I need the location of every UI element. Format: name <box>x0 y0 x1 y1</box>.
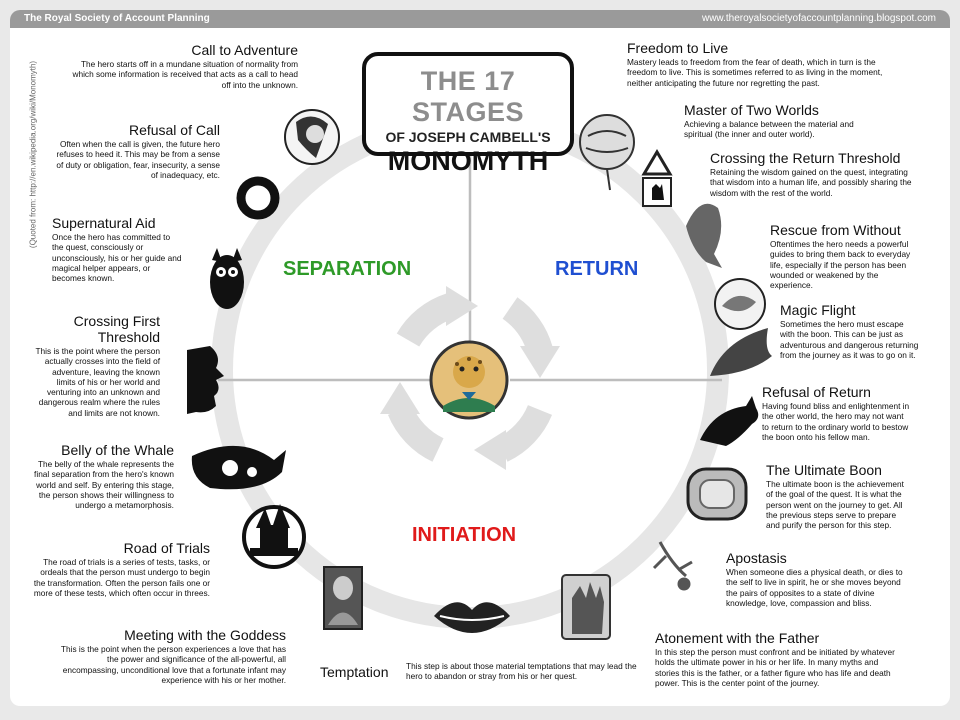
stage-title: Supernatural Aid <box>52 215 156 231</box>
infographic-frame <box>10 10 950 706</box>
stage-supernatural-aid <box>52 215 182 283</box>
stage-temptation-title-wrap <box>320 664 406 681</box>
stage-title: Magic Flight <box>780 302 856 318</box>
header-left: The Royal Society of Account Planning <box>24 13 210 24</box>
stage-title: Crossing First Threshold <box>73 313 160 345</box>
stage-text: The belly of the whale represents the final separation from the hero's known world and self. By entering this stage, the person shows their willingness to undergo a metamorphosis. <box>34 459 174 511</box>
stage-text: Oftentimes the hero needs a powerful guides to bring them back to everyday life, especially if the person has been wounded or weakened by the experience. <box>770 239 911 291</box>
stage-text: Sometimes the hero must escape with the boon. This can be just as adventurous and dangerous returning from the journey as it was to go on it. <box>780 319 919 360</box>
phase-separation: SEPARATION <box>283 258 412 280</box>
stage-refusal-of-return <box>762 384 912 442</box>
stage-crossing-the-return-threshold <box>710 150 922 198</box>
hand-icon <box>562 575 610 639</box>
stage-the-ultimate-boon <box>766 462 912 530</box>
stage-text: The ultimate boon is the achievement of the goal of the quest. It is what the person went on the journey to get. All the previous steps serve to prepare and purify the person for this step. <box>766 479 904 531</box>
stage-freedom-to-live <box>627 40 895 88</box>
stage-call-to-adventure <box>72 42 298 90</box>
stage-title: Apostasis <box>726 550 787 566</box>
stage-text: Having found bliss and enlightenment in the other world, the hero may not want to return to the ordinary world to bestow the boon onto his fellow man. <box>762 401 910 442</box>
phase-return: RETURN <box>555 258 639 280</box>
stage-text: In this step the person must confront and be initiated by whatever holds the ultimate power in his or her life. In many myths and stories this is the father, or a father figure who has life and death power. This is the center point of the journey. <box>655 647 895 688</box>
stage-temptation <box>406 661 642 682</box>
stage-title: Call to Adventure <box>191 42 298 58</box>
triangle-sign-icon <box>643 152 671 206</box>
stage-title: Freedom to Live <box>627 40 729 56</box>
stage-title: Refusal of Call <box>128 122 220 138</box>
stage-title: Crossing the Return Threshold <box>710 150 901 166</box>
stage-title: Road of Trials <box>123 540 210 556</box>
stage-text: Once the hero has committed to the quest, consciously or unconsciously, his or her guide and magical helper appears, or becomes known. <box>52 232 182 284</box>
stage-title: Belly of the Whale <box>61 442 174 458</box>
goddess-card-icon <box>324 567 362 629</box>
stage-title: Meeting with the Goddess <box>124 627 286 643</box>
falling-figure-icon <box>654 542 692 589</box>
stage-title: The Ultimate Boon <box>766 462 882 478</box>
stage-text: When someone dies a physical death, or dies to the self to live in spirit, he or she moves beyond the pairs of opposites to a state of divine knowledge, love, compassion and bliss. <box>726 567 903 608</box>
stage-text: The hero starts off in a mundane situation of normality from which some information is received that acts as a call to head off into the unknown. <box>72 59 298 90</box>
lips-icon <box>434 602 510 633</box>
stage-title: Rescue from Without <box>770 222 901 238</box>
fish-dragon-icon <box>715 279 765 329</box>
stage-master-of-two-worlds <box>684 102 874 140</box>
stage-refusal-of-call <box>50 122 220 180</box>
stage-belly-of-the-whale <box>34 442 174 510</box>
stage-text: The road of trials is a series of tests, tasks, or ordeals that the person must undergo to begin the transformation. Often the person fails one or more of these tests, which often occur in threes. <box>33 557 210 598</box>
stage-title: Temptation <box>320 664 389 680</box>
stage-rescue-from-without <box>770 222 920 290</box>
stage-text: Achieving a balance between the material and spiritual (the inner and outer world). <box>684 119 854 140</box>
stage-text: Mastery leads to freedom from the fear of death, which in turn is the freedom to live. This is sometimes referred to as living in the moment, neither anticipating the future nor regretting the past. <box>627 57 883 88</box>
stage-text: This is the point when the person experiences a love that has the power and significance of the all-powerful, all encompassing, unconditional love that a fortunate infant may experience with his or her mother. <box>60 644 286 685</box>
title-line3: MONOMYTH <box>387 146 549 176</box>
stage-meeting-with-the-goddess <box>58 627 286 685</box>
title-box <box>362 52 574 176</box>
stage-atonement-with-the-father <box>655 630 901 688</box>
stage-crossing-first-threshold <box>32 313 160 418</box>
whale-icon <box>192 446 286 489</box>
source-note: (Quoted from: http://en.wikipedia.org/wiki/Monomyth) <box>28 60 38 249</box>
black-ring-icon <box>241 181 275 215</box>
stage-title: Atonement with the Father <box>655 630 820 646</box>
owl-icon <box>210 248 244 309</box>
stage-magic-flight <box>780 302 920 360</box>
stage-title: Master of Two Worlds <box>684 102 819 118</box>
phase-initiation: INITIATION <box>412 524 517 546</box>
title-line2: OF JOSEPH CAMBELL'S <box>385 129 551 145</box>
stage-text: Retaining the wisdom gained on the quest, integrating that wisdom into a human life, and possibly sharing the wisdom with the rest of the world. <box>710 167 912 198</box>
stage-road-of-trials <box>30 540 210 598</box>
title-line1: THE 17 STAGES <box>411 66 524 127</box>
stage-apostasis <box>726 550 906 608</box>
stage-title: Refusal of Return <box>762 384 871 400</box>
stage-text: This is the point where the person actually crosses into the field of adventure, leaving the known limits of his or her world and venturing into an unknown and dangerous realm where the rules and limits are not known. <box>35 346 160 418</box>
stage-text: Often when the call is given, the future hero refuses to heed it. This may be from a sense of duty or obligation, fear, insecurity, a sense of inadequacy, etc. <box>56 139 220 180</box>
stage-text: This step is about those material temptations that may lead the hero to abandon or stray from his or her quest. <box>406 661 637 682</box>
magic-ring-icon <box>688 469 746 519</box>
header-right: www.theroyalsocietyofaccountplanning.blogspot.com <box>701 13 936 24</box>
castle-icon <box>244 504 304 567</box>
